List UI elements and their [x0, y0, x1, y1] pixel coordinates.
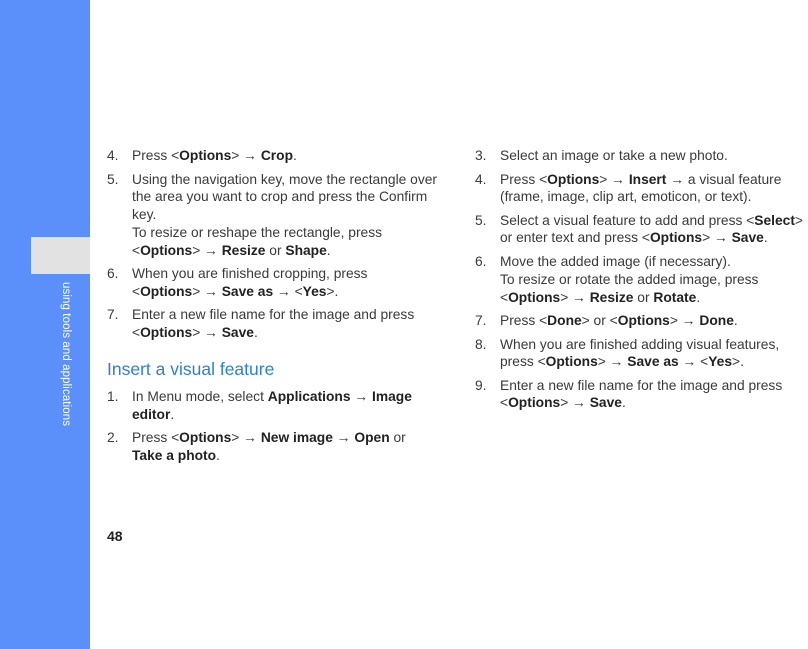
key-label: Save: [731, 230, 764, 245]
step-text: → <: [273, 283, 303, 299]
step-crop-5: [107, 171, 437, 224]
step-number: 3.: [475, 148, 487, 163]
key-label: Yes: [302, 283, 327, 299]
key-label: New image: [260, 430, 333, 445]
step-text: .: [763, 230, 768, 245]
step-text: .: [293, 148, 297, 163]
step-number: 4.: [107, 148, 119, 163]
step-text: > →: [231, 148, 261, 163]
step-text: Press <: [132, 430, 180, 445]
key-label: Done: [699, 313, 734, 328]
step-text: .: [696, 289, 701, 305]
step-text: .: [621, 395, 626, 410]
key-label: Options: [508, 289, 561, 305]
key-label: Take a photo: [132, 447, 217, 463]
step-insert-7: [475, 312, 805, 330]
step-text: To resize or reshape the rectangle, press <: [132, 225, 383, 258]
key-label: Options: [140, 324, 193, 340]
step-text: > →: [597, 354, 628, 369]
key-label: Yes: [708, 354, 733, 369]
step-insert-6: [475, 253, 805, 271]
step-insert-8: [475, 336, 805, 371]
page-number: 48: [107, 528, 123, 544]
key-label: Open: [354, 430, 390, 445]
step-note: [107, 224, 437, 259]
key-label: Options: [508, 395, 561, 410]
key-label: Insert: [628, 171, 667, 187]
step-number: 8.: [475, 336, 487, 352]
step-note: [475, 271, 805, 306]
key-label: Save: [589, 395, 622, 410]
step-number: 5.: [107, 171, 119, 187]
key-label: Applications: [267, 389, 351, 404]
key-label: Rotate: [653, 289, 697, 305]
key-label: Options: [545, 354, 598, 369]
step-text: .: [326, 242, 331, 258]
step-text: Move the added image (if necessary).: [500, 253, 731, 269]
key-label: Shape: [285, 242, 327, 258]
step-text: > →: [560, 289, 590, 305]
step-text: → a visual feature (frame, image, clip art, emoticon, or text).: [500, 171, 782, 204]
step-text: In Menu mode, select: [132, 389, 268, 404]
step-text: When you are finished adding visual features, press <: [500, 336, 780, 369]
step-text: or: [265, 242, 286, 258]
left-column: [107, 147, 437, 470]
step-text: > or enter text and press <: [500, 212, 803, 245]
step-text: → <: [678, 354, 709, 369]
key-label: Options: [179, 148, 232, 163]
key-label: Select: [754, 212, 795, 228]
step-text: Enter a new file name for the image and press <: [132, 307, 415, 340]
key-label: Done: [547, 313, 582, 328]
step-text: > →: [192, 283, 222, 299]
section-heading: Insert a visual feature: [107, 359, 275, 379]
step-text: Press <: [500, 171, 548, 187]
step-crop-4: [107, 147, 437, 165]
step-text: > →: [599, 171, 629, 187]
step-text: or: [633, 289, 654, 305]
section-label: using tools and applications: [60, 282, 72, 427]
key-label: Save as: [221, 283, 274, 299]
key-label: Resize: [589, 289, 634, 305]
key-label: Options: [140, 283, 193, 299]
step-text: Press <: [132, 148, 180, 163]
step-number: 2.: [107, 430, 119, 445]
step-text: > →: [702, 230, 732, 245]
key-label: Options: [649, 230, 703, 245]
step-crop-6: [107, 265, 437, 300]
step-insert-1: [107, 388, 437, 423]
key-label: Save as: [627, 354, 679, 369]
step-number: 6.: [475, 253, 487, 269]
step-text: .: [170, 406, 175, 422]
step-number: 7.: [107, 307, 119, 322]
step-text: →: [332, 430, 355, 445]
key-label: Options: [140, 242, 193, 258]
step-number: 7.: [475, 313, 487, 328]
step-insert-5: [475, 212, 805, 247]
step-number: 1.: [107, 389, 119, 404]
step-text: > →: [192, 242, 222, 258]
step-text: .: [216, 447, 220, 463]
step-text: >.: [732, 354, 744, 369]
step-text: Select an image or take a new photo.: [500, 148, 728, 163]
step-text: To resize or rotate the added image, press <: [500, 272, 759, 305]
step-insert-4: [475, 171, 805, 206]
key-label: Options: [179, 430, 232, 445]
step-insert-3: [475, 147, 805, 165]
step-number: 4.: [475, 171, 487, 187]
step-text: >.: [326, 283, 339, 299]
sidebar: [0, 0, 90, 649]
key-label: Resize: [221, 242, 266, 258]
step-text: Enter a new file name for the image and press <: [500, 377, 783, 410]
key-label: Save: [221, 324, 254, 340]
key-label: Options: [547, 171, 600, 187]
step-text: →: [350, 389, 373, 404]
step-text: > →: [669, 313, 700, 328]
step-text: Using the navigation key, move the rectangle over the area you want to crop and press the Confirm key.: [132, 171, 437, 222]
step-text: > →: [560, 395, 590, 410]
sidebar-tab: [31, 237, 90, 274]
step-text: When you are finished cropping, press <: [132, 266, 368, 299]
step-text: .: [253, 324, 258, 340]
step-text: > or <: [581, 313, 618, 328]
step-text: Select a visual feature to add and press <: [500, 212, 755, 228]
step-number: 5.: [475, 212, 487, 228]
step-number: 6.: [107, 266, 119, 281]
step-insert-9: [475, 377, 805, 412]
step-text: > →: [192, 324, 222, 340]
step-text: .: [733, 313, 738, 328]
step-text: Press <: [500, 313, 548, 328]
key-label: Crop: [260, 148, 294, 163]
step-text: or: [389, 430, 406, 445]
step-text: > →: [231, 430, 261, 445]
step-crop-7: [107, 306, 437, 341]
key-label: Options: [617, 313, 670, 328]
key-label: Image editor: [132, 389, 412, 422]
right-column: [475, 147, 805, 418]
step-insert-2: [107, 429, 437, 464]
step-number: 9.: [475, 377, 487, 393]
